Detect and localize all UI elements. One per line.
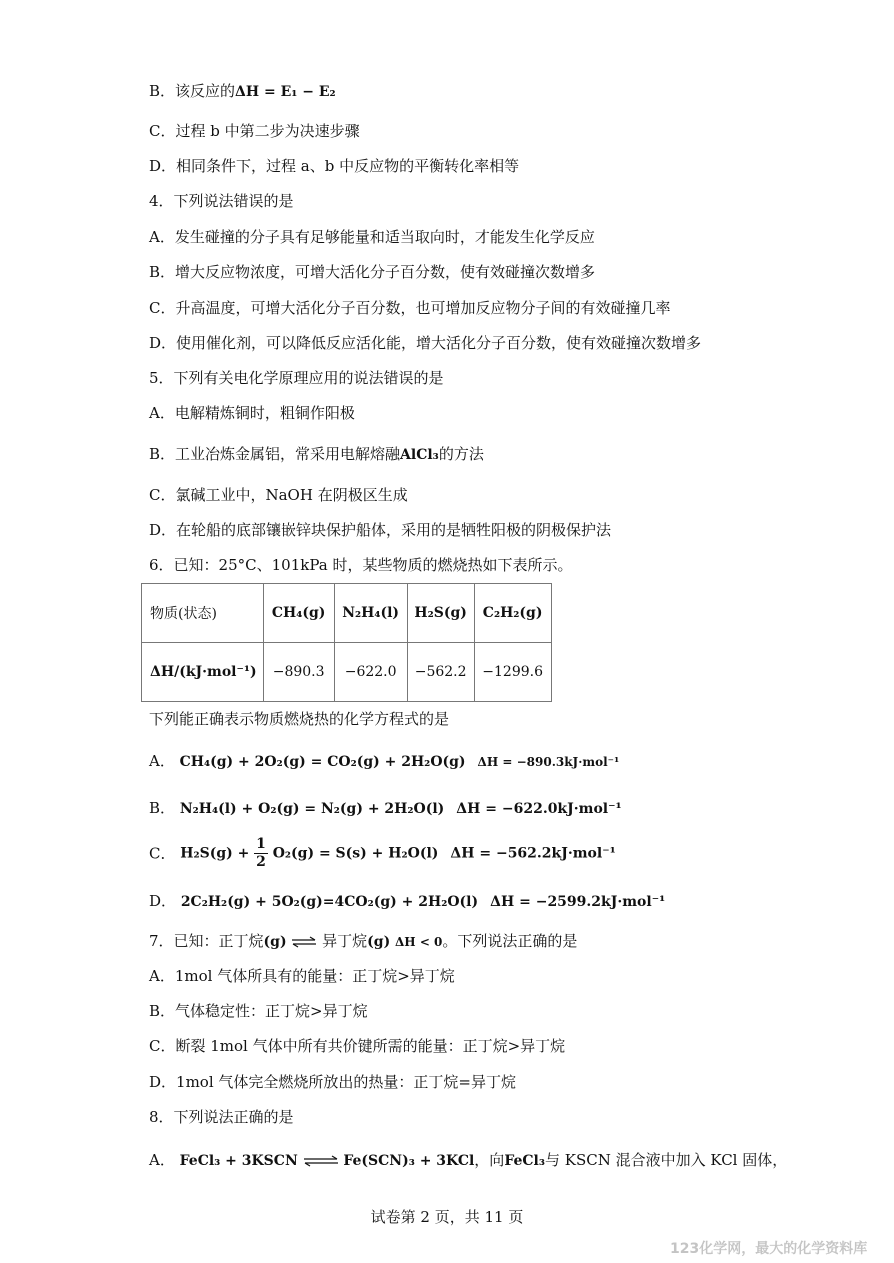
- q5-option-b-text-end: 的方法: [438, 445, 484, 463]
- q6-option-b-equation: N₂H₄(l) + O₂(g) = N₂(g) + 2H₂O(l): [179, 801, 445, 817]
- q4-option-a: A．发生碰撞的分子具有足够能量和适当取向时，才能发生化学反应: [149, 228, 595, 246]
- q7-state-2: (g): [367, 934, 391, 950]
- q8-option-a-label: A．: [149, 1151, 175, 1169]
- table-row-label: ΔH/(kJ·mol⁻¹): [142, 643, 264, 702]
- table-cell: −622.0: [334, 643, 407, 702]
- table-header-row: [142, 584, 552, 643]
- q8-option-a: [149, 1149, 787, 1172]
- q6-option-c-equation-end: O₂(g) = S(s) + H₂O(l): [272, 845, 439, 862]
- equilibrium-arrow-icon: [291, 936, 317, 948]
- q6-option-c-enthalpy: ΔH = −562.2kJ·mol⁻¹: [450, 845, 616, 862]
- q3-option-b-text: B．该反应的: [149, 82, 236, 100]
- q6-option-d-equation: 2C₂H₂(g) + 5O₂(g)=4CO₂(g) + 2H₂O(l): [180, 894, 479, 910]
- q4-option-d: D．使用催化剂，可以降低反应活化能，增大活化分子百分数，使有效碰撞次数增多: [149, 334, 702, 352]
- q6-option-b: [149, 797, 622, 820]
- q4-option-c: C．升高温度，可增大活化分子百分数，也可增加反应物分子间的有效碰撞几率: [149, 299, 671, 317]
- q3-option-b-formula: ΔH = E₁ − E₂: [235, 84, 336, 100]
- heat-of-combustion-table: [141, 583, 552, 702]
- q7-option-d: D．1mol 气体完全燃烧所放出的热量：正丁烷=异丁烷: [149, 1073, 516, 1091]
- table-cell: −562.2: [407, 643, 474, 702]
- q6-option-a-equation: CH₄(g) + 2O₂(g) = CO₂(g) + 2H₂O(g): [179, 754, 466, 770]
- q6-option-d-label: D．: [149, 892, 177, 910]
- q5-option-d: D．在轮船的底部镶嵌锌块保护船体，采用的是牺牲阳极的阴极保护法: [149, 521, 612, 539]
- table-cell: −1299.6: [474, 643, 551, 702]
- q7-option-a: A．1mol 气体所具有的能量：正丁烷>异丁烷: [149, 967, 455, 985]
- one-half-fraction: [254, 836, 268, 871]
- table-cell: −890.3: [263, 643, 334, 702]
- q5-option-c: C．氯碱工业中，NaOH 在阴极区生成: [149, 486, 408, 504]
- q7-enthalpy: ΔH < 0: [395, 935, 443, 949]
- q8-option-a-formula: FeCl₃: [504, 1153, 545, 1169]
- watermark: 123化学网，最大的化学资料库: [670, 1241, 868, 1257]
- q6-option-c: [149, 836, 616, 871]
- q6-option-c-equation-start: H₂S(g) +: [180, 845, 250, 862]
- equilibrium-arrow-icon: [303, 1155, 339, 1167]
- table-header-cell: CH₄(g): [263, 584, 334, 643]
- q6-option-c-label: C．: [149, 844, 176, 863]
- table-header-cell: 物质(状态): [142, 584, 264, 643]
- q6-option-a: [149, 750, 619, 773]
- q3-option-c: C．过程 b 中第二步为决速步骤: [149, 122, 360, 140]
- q8-equation-products: Fe(SCN)₃ + 3KCl: [343, 1153, 475, 1169]
- q8-equation-reactants: FeCl₃ + 3KSCN: [179, 1153, 298, 1169]
- table-header-cell: C₂H₂(g): [474, 584, 551, 643]
- q5-option-b: [149, 443, 484, 466]
- q6-stem: 6．已知：25°C、101kPa 时，某些物质的燃烧热如下表所示。: [149, 556, 573, 574]
- fraction-numerator: 1: [256, 836, 266, 852]
- q7-state-1: (g): [263, 934, 287, 950]
- q8-option-a-text-end: 与 KSCN 混合液中加入 KCl 固体，: [545, 1151, 788, 1169]
- q5-stem: 5．下列有关电化学原理应用的说法错误的是: [149, 369, 444, 387]
- table-row: [142, 643, 552, 702]
- table-header-cell: N₂H₄(l): [334, 584, 407, 643]
- q6-option-b-label: B．: [149, 799, 176, 817]
- fraction-denominator: 2: [256, 854, 266, 870]
- q7-stem: [149, 930, 577, 953]
- q5-option-b-text: B．工业冶炼金属铝，常采用电解熔融: [149, 445, 401, 463]
- q8-stem: 8．下列说法正确的是: [149, 1108, 294, 1126]
- q3-option-d: D．相同条件下，过程 a、b 中反应物的平衡转化率相等: [149, 157, 520, 175]
- page-footer: 试卷第 2 页，共 11 页: [370, 1208, 524, 1226]
- q3-option-b: [149, 80, 336, 103]
- q7-stem-text: 7．已知：正丁烷: [149, 932, 264, 950]
- q6-option-b-enthalpy: ΔH = −622.0kJ·mol⁻¹: [456, 801, 622, 817]
- q5-option-a: A．电解精炼铜时，粗铜作阳极: [149, 404, 355, 422]
- q6-option-d: [149, 890, 665, 913]
- q7-option-b: B．气体稳定性：正丁烷>异丁烷: [149, 1002, 368, 1020]
- q4-option-b: B．增大反应物浓度，可增大活化分子百分数，使有效碰撞次数增多: [149, 263, 596, 281]
- q4-stem: 4．下列说法错误的是: [149, 192, 294, 210]
- q7-stem-text-end: 。下列说法正确的是: [442, 932, 578, 950]
- q8-option-a-text: ，向: [474, 1151, 505, 1169]
- q6-option-a-label: A．: [149, 752, 175, 770]
- table-header-cell: H₂S(g): [407, 584, 474, 643]
- q5-option-b-formula: AlCl₃: [400, 447, 439, 463]
- q7-option-c: C．断裂 1mol 气体中所有共价键所需的能量：正丁烷>异丁烷: [149, 1037, 566, 1055]
- q7-stem-text-2: 异丁烷: [322, 932, 368, 950]
- q6-option-d-enthalpy: ΔH = −2599.2kJ·mol⁻¹: [490, 894, 666, 910]
- q6-option-a-enthalpy: ΔH = −890.3kJ·mol⁻¹: [477, 755, 620, 769]
- q6-followup: 下列能正确表示物质燃烧热的化学方程式的是: [149, 710, 450, 728]
